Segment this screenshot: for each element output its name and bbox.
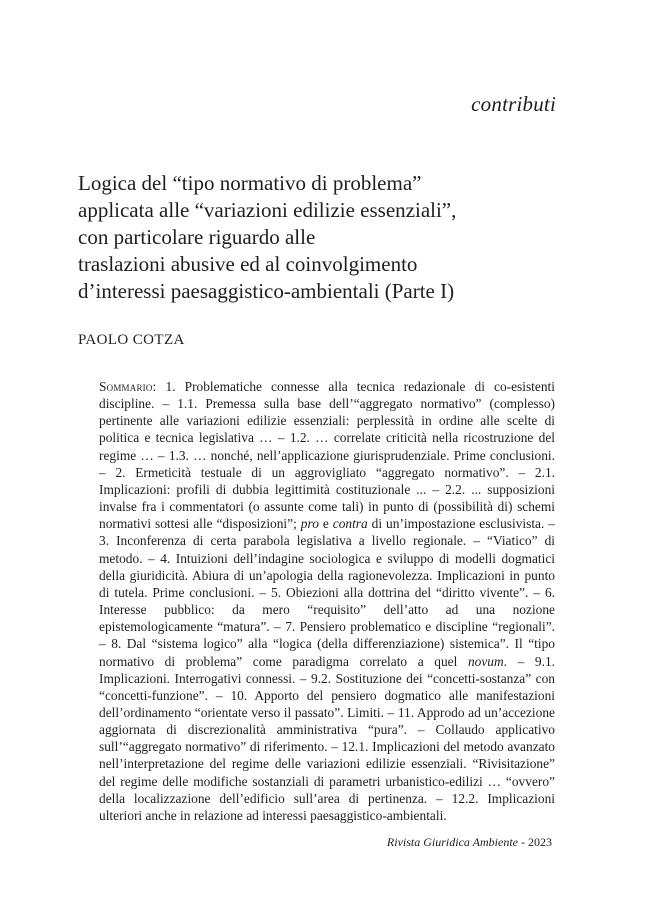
journal-name: Rivista Giuridica Ambiente	[386, 835, 518, 849]
title-line: applicata alle “variazioni edilizie essenziali”,	[78, 198, 457, 222]
page-footer	[387, 835, 552, 850]
title-line: traslazioni abusive ed al coinvolgimento	[78, 252, 418, 276]
summary-text: di un’impostazione esclusivista. – 3. Inconferenza di certa parabola legislativa a livello regionale. – “Viatico” di metodo. – 4. Intuizioni dell’indagine sociologica e sviluppo di modelli dogmatici della giuridicità. Abiura di un’apologia della ragionevolezza. Implicazioni in punto di tutela. Prime conclusioni. – 5. Obiezioni alla dottrina del “diritto vivente”. – 6. Interesse pubblico: da mero “requisito” dell’atto ad una nozione epistemologicamente “matura”. – 7. Pensiero problematico e discipline “regionali”. – 8. Dal “sistema logico” alla “logica (della differenziazione) sistemica”. Il “tipo normativo di problema” come paradigma correlato a quel	[99, 516, 555, 669]
footer-separator: -	[518, 835, 528, 849]
summary-text: e	[318, 516, 333, 532]
title-line: Logica del “tipo normativo di problema”	[78, 171, 422, 195]
article-title	[78, 170, 578, 305]
summary-text: . – 9.1. Implicazioni. Interrogativi connessi. – 9.2. Sostituzione dei “concetti-sostanza” con “concetti-funzione”. – 10. Apporto del pensiero dogmatico alle manifestazioni dell’ordinamento “orientate verso il passato”. Limiti. – 11. Approdo ad un’accezione aggiornata di discrezionalità amministrativa “pura”. – Collaudo applicativo sull’“aggregato normativo” di riferimento. – 12.1. Implicazioni del metodo avanzato nell’interpretazione del regime delle variazioni edilizie essenziali. “Rivisitazione” del regime delle modifiche sostanziali di parametri urbanistico-edilizi … “ovvero” della localizzazione dell’edificio sull’area di pertinenza. – 12.2. Implicazioni ulteriori anche in relazione ad interessi paesaggistico-ambientali.	[99, 653, 555, 823]
author-name: PAOLO COTZA	[78, 332, 185, 348]
summary-paragraph	[99, 378, 555, 824]
summary-label: Sommario:	[99, 379, 157, 394]
title-line: d’interessi paesaggistico-ambientali (Parte I)	[78, 279, 455, 303]
summary-emphasis: pro	[300, 516, 319, 532]
section-label: contributi	[471, 92, 556, 116]
summary-text: 1. Problematiche connesse alla tecnica redazionale di co-esistenti discipline. – 1.1. Premessa sulla base dell’“aggregato normativo” (complesso) pertinente alle variazioni edilizie essenziali: perplessità in ordine alle scelte di politica e tecnica legislativa … – 1.2. … correlate criticità nella ricostruzione del regime … – 1.3. … nonché, nell’applicazione giurisprudenziale. Prime conclusioni. – 2. Ermeticità testuale di un aggrovigliato “aggregato normativo”. – 2.1. Implicazioni: profili di dubbia legittimità costituzionale ... – 2.2. ... supposizioni invalse fra i commentatori (o assunte come tali) in punto di (possibilità di) schemi normativi sottesi alle “disposizioni”;	[99, 379, 555, 532]
publication-year: 2023	[528, 835, 552, 849]
summary-emphasis: contra	[332, 516, 368, 532]
summary-emphasis: novum	[467, 653, 504, 669]
title-line: con particolare riguardo alle	[78, 225, 316, 249]
